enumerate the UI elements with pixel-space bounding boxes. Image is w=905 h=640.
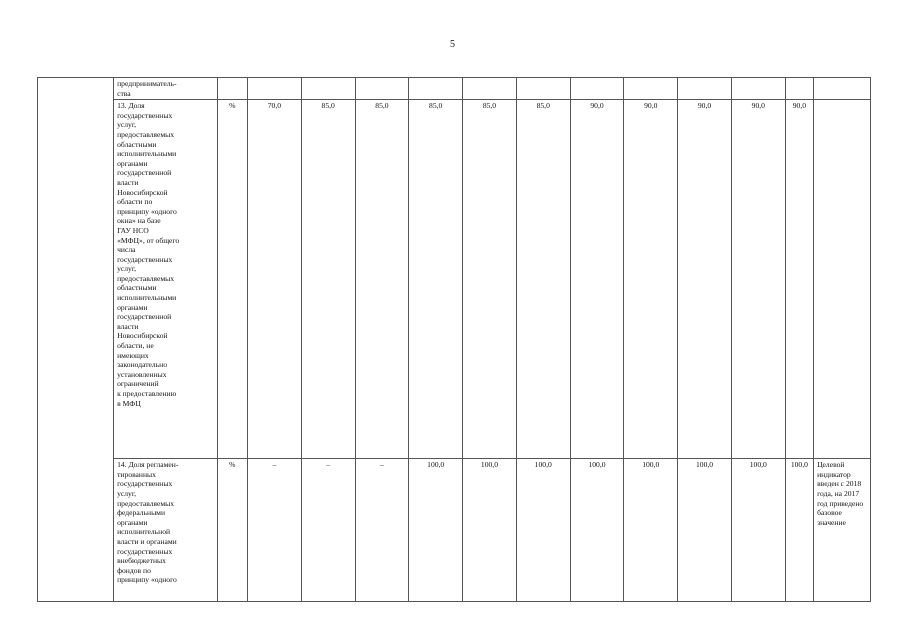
value-cell: 100,0: [409, 459, 463, 602]
value-cell: 85,0: [516, 100, 570, 459]
value-cell: [463, 78, 517, 100]
value-cell: 70,0: [248, 100, 302, 459]
page-number: 5: [450, 39, 455, 50]
value-cell: [301, 78, 355, 100]
value-cell: 100,0: [785, 459, 813, 602]
table-row: [38, 459, 871, 602]
value-cell: –: [301, 459, 355, 602]
value-cell: –: [355, 459, 409, 602]
value-cell: 100,0: [624, 459, 678, 602]
value-cell: 90,0: [624, 100, 678, 459]
value-cell: [785, 78, 813, 100]
note-cell: Целевой индикатор введен с 2018 года, на 2017 год приведено базовое значение: [814, 459, 871, 602]
indicator-name-cell: 13. Доля государственных услуг, предоставляемых областными исполнительными органами государственной власти Новосибирской области по принципу «одного окна» на базе ГАУ НСО «МФЦ», от общего числа государственных услуг, предоставляемых областными исполнительными органами государственной власти Новосибирской области, не имеющих законодательно установленных ограничений к предоставлению в МФЦ: [114, 100, 217, 459]
table-row: [38, 100, 871, 459]
value-cell: 100,0: [731, 459, 785, 602]
value-cell: [516, 78, 570, 100]
value-cell: [678, 78, 732, 100]
value-cell: [248, 78, 302, 100]
unit-cell: %: [217, 100, 247, 459]
value-cell: 85,0: [301, 100, 355, 459]
value-cell: 100,0: [678, 459, 732, 602]
value-cell: [570, 78, 624, 100]
value-cell: 85,0: [463, 100, 517, 459]
value-cell: 100,0: [463, 459, 517, 602]
value-cell: 100,0: [516, 459, 570, 602]
value-cell: 100,0: [570, 459, 624, 602]
indicator-name-cell: 14. Доля регламен- тированных государственных услуг, предоставляемых федеральными органами исполнительной власти и органами государственных внебюджетных фондов по принципу «одного: [114, 459, 217, 602]
table-row: [38, 78, 871, 100]
value-cell: 85,0: [409, 100, 463, 459]
value-cell: 85,0: [355, 100, 409, 459]
value-cell: [409, 78, 463, 100]
value-cell: 90,0: [570, 100, 624, 459]
goal-cell: [38, 78, 114, 602]
indicator-name-cell: предприниматель- ства: [114, 78, 217, 100]
value-cell: [355, 78, 409, 100]
indicators-table: [37, 77, 871, 602]
value-cell: [624, 78, 678, 100]
value-cell: –: [248, 459, 302, 602]
value-cell: 90,0: [731, 100, 785, 459]
unit-cell: [217, 78, 247, 100]
note-cell: [814, 100, 871, 459]
value-cell: [731, 78, 785, 100]
value-cell: 90,0: [678, 100, 732, 459]
unit-cell: %: [217, 459, 247, 602]
note-cell: [814, 78, 871, 100]
value-cell: 90,0: [785, 100, 813, 459]
